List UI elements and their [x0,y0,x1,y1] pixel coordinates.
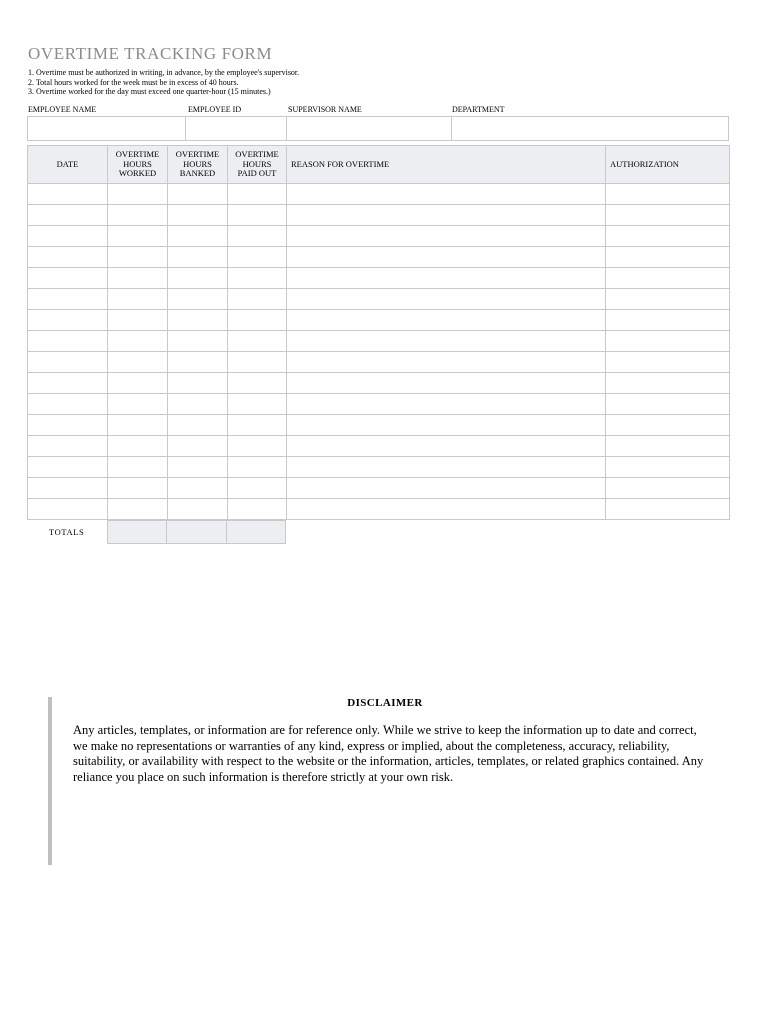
reason-cell[interactable] [287,310,606,331]
ot-paid-cell[interactable] [228,394,287,415]
date-cell[interactable] [28,310,108,331]
total-ot-paid-cell[interactable] [226,520,286,544]
ot-paid-cell[interactable] [228,436,287,457]
reason-cell[interactable] [287,478,606,499]
date-cell[interactable] [28,205,108,226]
ot-banked-cell[interactable] [168,478,228,499]
total-ot-worked-cell[interactable] [107,520,167,544]
date-cell[interactable] [28,457,108,478]
date-cell[interactable] [28,373,108,394]
reason-cell[interactable] [287,268,606,289]
supervisor-name-label: SUPERVISOR NAME [288,105,362,114]
ot-paid-cell[interactable] [228,289,287,310]
table-row [28,205,730,226]
ot-banked-cell[interactable] [168,457,228,478]
authorization-cell[interactable] [606,415,730,436]
ot-worked-cell[interactable] [108,436,168,457]
totals-label: TOTALS [49,527,85,537]
table-row [28,478,730,499]
date-cell[interactable] [28,184,108,205]
ot-paid-cell[interactable] [228,331,287,352]
ot-banked-cell[interactable] [168,226,228,247]
ot-worked-cell[interactable] [108,352,168,373]
table-row [28,415,730,436]
authorization-cell[interactable] [606,226,730,247]
table-row [28,226,730,247]
table-row [28,247,730,268]
authorization-cell[interactable] [606,373,730,394]
authorization-header: AUTHORIZATION [606,146,730,184]
table-header-row [28,146,730,184]
authorization-cell[interactable] [606,457,730,478]
authorization-cell[interactable] [606,352,730,373]
rules-list [28,68,728,97]
totals-row [27,520,287,544]
table-row [28,352,730,373]
overtime-log-table [27,145,730,520]
reason-header: REASON FOR OVERTIME [287,146,606,184]
ot-worked-cell[interactable] [108,205,168,226]
reason-cell[interactable] [287,373,606,394]
employee-name-label: EMPLOYEE NAME [28,105,97,114]
ot-worked-cell[interactable] [108,331,168,352]
header-line: OVERTIME [115,149,160,160]
ot-paid-cell[interactable] [228,247,287,268]
reason-cell[interactable] [287,184,606,205]
ot-paid-cell[interactable] [228,226,287,247]
authorization-cell[interactable] [606,268,730,289]
disclaimer-title: DISCLAIMER [347,697,423,709]
date-cell[interactable] [28,352,108,373]
rule-item: 2. Total hours worked for the week must be in excess of 40 hours. [28,77,239,87]
employee-id-label: EMPLOYEE ID [188,105,242,114]
disclaimer-accent-bar [48,697,52,865]
rule-item: 1. Overtime must be authorized in writing, in advance, by the employee's supervisor. [28,68,300,77]
reason-cell[interactable] [287,499,606,520]
table-row [28,268,730,289]
date-cell[interactable] [28,289,108,310]
table-row [28,184,730,205]
table-row [28,394,730,415]
ot-paid-cell[interactable] [228,415,287,436]
ot-hours-worked-header [108,146,168,184]
ot-worked-cell[interactable] [108,373,168,394]
ot-banked-cell[interactable] [168,289,228,310]
ot-worked-cell[interactable] [108,289,168,310]
ot-paid-cell[interactable] [228,184,287,205]
date-cell[interactable] [28,499,108,520]
table-row [28,457,730,478]
ot-paid-cell[interactable] [228,478,287,499]
table-row [28,373,730,394]
ot-banked-cell[interactable] [168,499,228,520]
date-cell[interactable] [28,478,108,499]
total-ot-banked-cell[interactable] [166,520,227,544]
authorization-cell[interactable] [606,205,730,226]
reason-cell[interactable] [287,394,606,415]
employee-id-field[interactable] [186,117,287,140]
ot-paid-cell[interactable] [228,268,287,289]
header-line: HOURS [242,158,272,169]
authorization-cell[interactable] [606,499,730,520]
header-line: HOURS [183,158,212,169]
date-cell[interactable] [28,415,108,436]
authorization-cell[interactable] [606,478,730,499]
date-cell[interactable] [28,247,108,268]
date-cell[interactable] [28,436,108,457]
ot-paid-cell[interactable] [228,457,287,478]
authorization-cell[interactable] [606,184,730,205]
table-body [28,184,730,520]
date-header: DATE [28,146,108,184]
reason-cell[interactable] [287,331,606,352]
authorization-cell[interactable] [606,331,730,352]
ot-worked-cell[interactable] [108,226,168,247]
authorization-cell[interactable] [606,247,730,268]
ot-paid-cell[interactable] [228,373,287,394]
ot-hours-paid-out-header [228,146,287,184]
table-row [28,310,730,331]
reason-cell[interactable] [287,457,606,478]
reason-cell[interactable] [287,247,606,268]
reason-cell[interactable] [287,226,606,247]
ot-banked-cell[interactable] [168,373,228,394]
reason-cell[interactable] [287,352,606,373]
authorization-cell[interactable] [606,289,730,310]
header-line: OVERTIME [235,149,279,160]
table-row [28,499,730,520]
date-cell[interactable] [28,394,108,415]
reason-cell[interactable] [287,289,606,310]
table-row [28,436,730,457]
ot-paid-cell[interactable] [228,205,287,226]
authorization-cell[interactable] [606,394,730,415]
ot-banked-cell[interactable] [168,247,228,268]
ot-worked-cell[interactable] [108,310,168,331]
employee-name-field[interactable] [28,117,186,140]
date-cell[interactable] [28,268,108,289]
header-line: HOURS [123,158,152,169]
header-line: PAID OUT [237,168,277,179]
ot-banked-cell[interactable] [168,205,228,226]
department-field[interactable] [452,117,728,140]
ot-paid-cell[interactable] [228,352,287,373]
ot-banked-cell[interactable] [168,331,228,352]
ot-banked-cell[interactable] [168,268,228,289]
reason-cell[interactable] [287,415,606,436]
table-row [28,289,730,310]
ot-worked-cell[interactable] [108,457,168,478]
ot-worked-cell[interactable] [108,247,168,268]
form-title: OVERTIME TRACKING FORM [28,44,273,63]
date-cell[interactable] [28,226,108,247]
header-line: BANKED [179,168,216,179]
reason-cell[interactable] [287,205,606,226]
ot-banked-cell[interactable] [168,310,228,331]
ot-worked-cell[interactable] [108,184,168,205]
ot-banked-cell[interactable] [168,184,228,205]
header-line: OVERTIME [175,149,220,160]
ot-paid-cell[interactable] [228,310,287,331]
department-label: DEPARTMENT [452,105,505,114]
employee-info-labels [28,105,730,116]
rule-item: 3. Overtime worked for the day must exceed one quarter-hour (15 minutes.) [28,87,271,96]
employee-info-fields [27,116,729,141]
ot-banked-cell[interactable] [168,352,228,373]
ot-worked-cell[interactable] [108,499,168,520]
reason-cell[interactable] [287,436,606,457]
ot-banked-cell[interactable] [168,436,228,457]
ot-worked-cell[interactable] [108,478,168,499]
ot-worked-cell[interactable] [108,415,168,436]
ot-paid-cell[interactable] [228,499,287,520]
ot-worked-cell[interactable] [108,268,168,289]
ot-banked-cell[interactable] [168,394,228,415]
ot-worked-cell[interactable] [108,394,168,415]
authorization-cell[interactable] [606,436,730,457]
date-cell[interactable] [28,331,108,352]
supervisor-name-field[interactable] [287,117,452,140]
ot-banked-cell[interactable] [168,415,228,436]
authorization-cell[interactable] [606,310,730,331]
header-line: WORKED [118,168,157,179]
table-row [28,331,730,352]
ot-hours-banked-header [168,146,228,184]
disclaimer-body: Any articles, templates, or information are for reference only. While we strive to keep the information up to date and correct, we make no representations or warranties of any kind, express or implied, about the completeness, accuracy, reliability, suitability, or availability with respect to the website or the information, articles, templates, or related graphics contained. Any reliance you place on such information is therefore strictly at your own risk. [73,723,704,784]
